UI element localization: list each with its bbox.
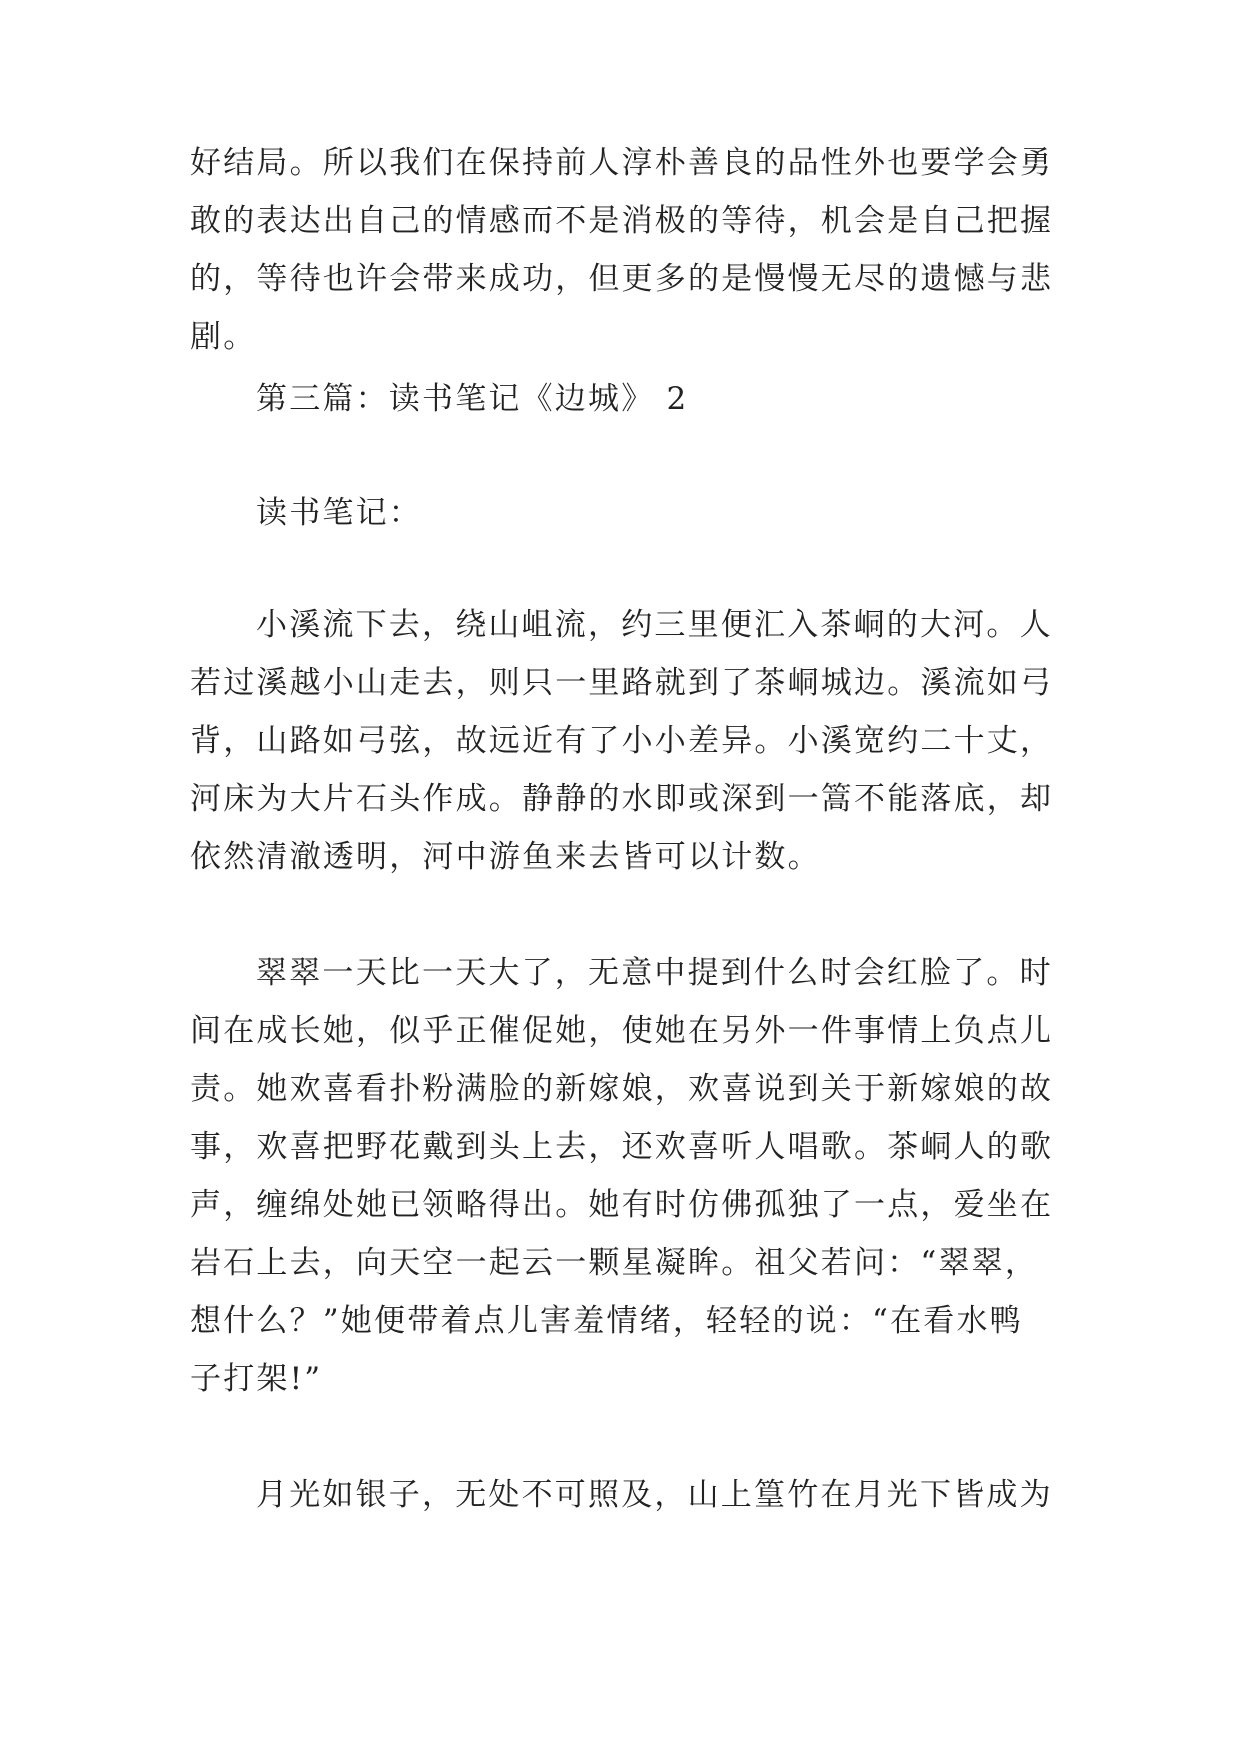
text-line: 的，等待也许会带来成功，但更多的是慢慢无尽的遗憾与悲: [190, 261, 1054, 297]
section-heading: 第三篇：读书笔记《边城》 2: [256, 381, 689, 417]
text-line: 剧。: [190, 319, 257, 355]
text-line: 依然清澈透明，河中游鱼来去皆可以计数。: [190, 839, 821, 875]
text-line: 岩石上去，向天空一起云一颗星凝眸。祖父若问：“翠翠，: [190, 1245, 1039, 1281]
text-line: 事，欢喜把野花戴到头上去，还欢喜听人唱歌。茶峒人的歌: [190, 1129, 1054, 1165]
text-line: 河床为大片石头作成。静静的水即或深到一篙不能落底，却: [190, 781, 1054, 817]
text-line: 好结局。所以我们在保持前人淳朴善良的品性外也要学会勇: [190, 145, 1054, 181]
text-line: 小溪流下去，绕山岨流，约三里便汇入茶峒的大河。人: [256, 607, 1053, 643]
text-line: 敢的表达出自己的情感而不是消极的等待，机会是自己把握: [190, 203, 1054, 239]
text-line: 月光如银子，无处不可照及，山上篁竹在月光下皆成为: [256, 1477, 1053, 1513]
text-line: 若过溪越小山走去，则只一里路就到了茶峒城边。溪流如弓: [190, 665, 1054, 701]
subheading: 读书笔记：: [256, 495, 422, 531]
text-line: 间在成长她，似乎正催促她，使她在另外一件事情上负点儿: [190, 1013, 1054, 1049]
text-line: 背，山路如弓弦，故远近有了小小差异。小溪宽约二十丈，: [190, 723, 1054, 759]
text-line: 子打架!”: [190, 1361, 323, 1397]
text-line: 想什么？”她便带着点儿害羞情绪，轻轻的说：“在看水鸭: [190, 1303, 1023, 1339]
text-line: 翠翠一天比一天大了，无意中提到什么时会红脸了。时: [256, 955, 1053, 991]
text-line: 责。她欢喜看扑粉满脸的新嫁娘，欢喜说到关于新嫁娘的故: [190, 1071, 1054, 1107]
text-line: 声，缠绵处她已领略得出。她有时仿佛孤独了一点，爱坐在: [190, 1187, 1054, 1223]
